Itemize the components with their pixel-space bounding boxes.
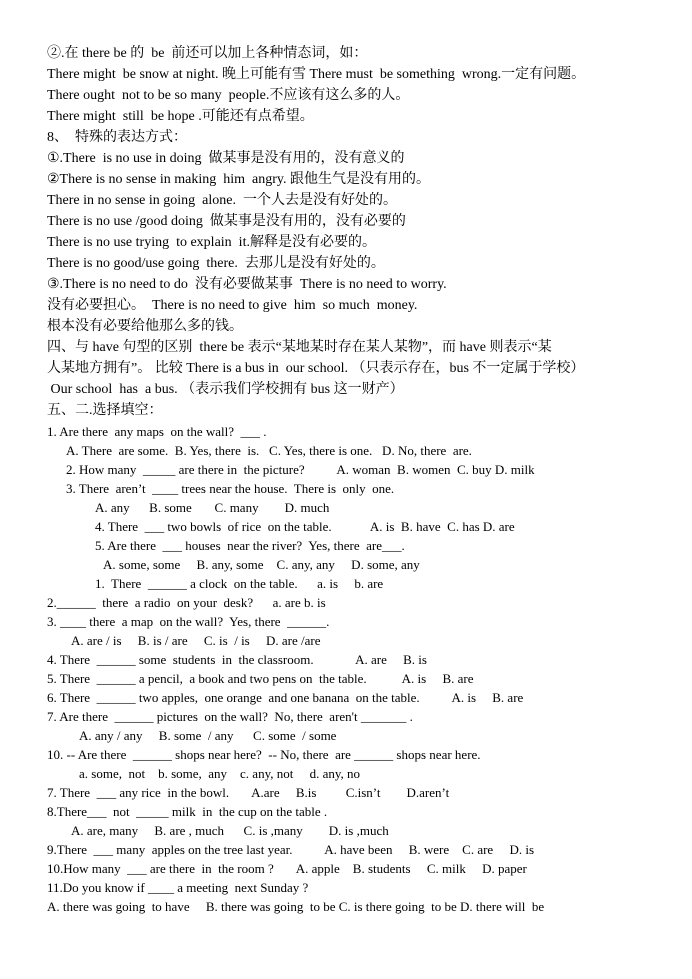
exercise-line: 3. ____ there a map on the wall? Yes, there ______. bbox=[47, 614, 330, 629]
notes-line: ③.There is no need to do 没有必要做某事 There is no need to worry. bbox=[47, 277, 447, 292]
exercise-line: 8.There___ not _____ milk in the cup on the table . bbox=[47, 804, 328, 819]
exercise-line: A. are / is B. is / are C. is / is D. are /are bbox=[71, 633, 321, 648]
exercise-line: 5. Are there ___ houses near the river? Yes, there are___. bbox=[95, 538, 405, 553]
exercise-line: A. are, many B. are , much C. is ,many D. is ,much bbox=[71, 823, 389, 838]
exercise-line: A. There are some. B. Yes, there is. C. Yes, there is one. D. No, there are. bbox=[66, 443, 472, 458]
exercise-line: 2.______ there a radio on your desk? a. are b. is bbox=[47, 595, 326, 610]
exercise-line: A. there was going to have B. there was going to be C. is there going to be D. there will be bbox=[47, 899, 545, 914]
exercise-line: 10. -- Are there ______ shops near here? -- No, there are ______ shops near here. bbox=[47, 747, 481, 762]
notes-line: ②.在 there be 的 be 前还可以加上各种情态词，如： bbox=[47, 46, 368, 61]
notes-line: There is no use trying to explain it.解释是没有必要的。 bbox=[47, 235, 376, 250]
exercise-line: 2. How many _____ are there in the picture? A. woman B. women C. buy D. milk bbox=[66, 462, 535, 477]
exercise-line: a. some, not b. some, any c. any, not d. any, no bbox=[79, 766, 361, 781]
exercise-line: 11.Do you know if ____ a meeting next Sunday ? bbox=[47, 880, 309, 895]
notes-line: There might still be hope .可能还有点希望。 bbox=[47, 109, 314, 124]
exercise-line: A. some, some B. any, some C. any, any D. some, any bbox=[103, 557, 420, 572]
exercise-line: 6. There ______ two apples, one orange and one banana on the table. A. is B. are bbox=[47, 690, 524, 705]
exercise-line: 7. There ___ any rice in the bowl. A.are B.is C.isn’t D.aren’t bbox=[47, 785, 450, 800]
exercise-line: 9.There ___ many apples on the tree last year. A. have been B. were C. are D. is bbox=[47, 842, 534, 857]
notes-line: 8、 特殊的表达方式： bbox=[47, 130, 187, 145]
notes-line: There might be snow at night. 晚上可能有雪 There must be something wrong.一定有问题。 bbox=[47, 67, 586, 82]
notes-line: ②There is no sense in making him angry. 跟他生气是没有用的。 bbox=[47, 172, 430, 187]
exercise-line: 3. There aren’t ____ trees near the house. There is only one. bbox=[66, 481, 395, 496]
notes-line: 四、与 have 句型的区别 there be 表示“某地某时存在某人某物”，而 have 则表示“某 bbox=[47, 340, 552, 355]
exercise-line: 4. There ______ some students in the classroom. A. are B. is bbox=[47, 652, 427, 667]
exercise-line: 5. There ______ a pencil, a book and two pens on the table. A. is B. are bbox=[47, 671, 474, 686]
notes-line: Our school has a bus. （表示我们学校拥有 bus 这一财产） bbox=[47, 382, 404, 397]
notes-line: 没有必要担心。 There is no need to give him so much money. bbox=[47, 298, 418, 313]
notes-line: There ought not to be so many people.不应该有这么多的人。 bbox=[47, 88, 410, 103]
exercise-line: A. any B. some C. many D. much bbox=[95, 500, 330, 515]
notes-line: ①.There is no use in doing 做某事是没有用的，没有意义的 bbox=[47, 151, 405, 166]
notes-line: 人某地方拥有”。 比较 There is a bus in our school. （只表示存在，bus 不一定属于学校） bbox=[47, 361, 585, 376]
exercise-line: 4. There ___ two bowls of rice on the table. A. is B. have C. has D. are bbox=[95, 519, 515, 534]
notes-line: There is no good/use going there. 去那儿是没有好处的。 bbox=[47, 256, 385, 271]
notes-line: There in no sense in going alone. 一个人去是没有好处的。 bbox=[47, 193, 397, 208]
exercise-line: 7. Are there ______ pictures on the wall? No, there aren't _______ . bbox=[47, 709, 413, 724]
notes-line: 五、二.选择填空： bbox=[47, 403, 163, 418]
exercise-line: 1. Are there any maps on the wall? ___ . bbox=[47, 424, 267, 439]
exercise-line: 1. There ______ a clock on the table. a. is b. are bbox=[95, 576, 384, 591]
notes-line: There is no use /good doing 做某事是没有用的，没有必要的 bbox=[47, 214, 406, 229]
exercise-line: A. any / any B. some / any C. some / some bbox=[79, 728, 337, 743]
exercise-line: 10.How many ___ are there in the room ? A. apple B. students C. milk D. paper bbox=[47, 861, 527, 876]
notes-line: 根本没有必要给他那么多的钱。 bbox=[47, 319, 243, 334]
